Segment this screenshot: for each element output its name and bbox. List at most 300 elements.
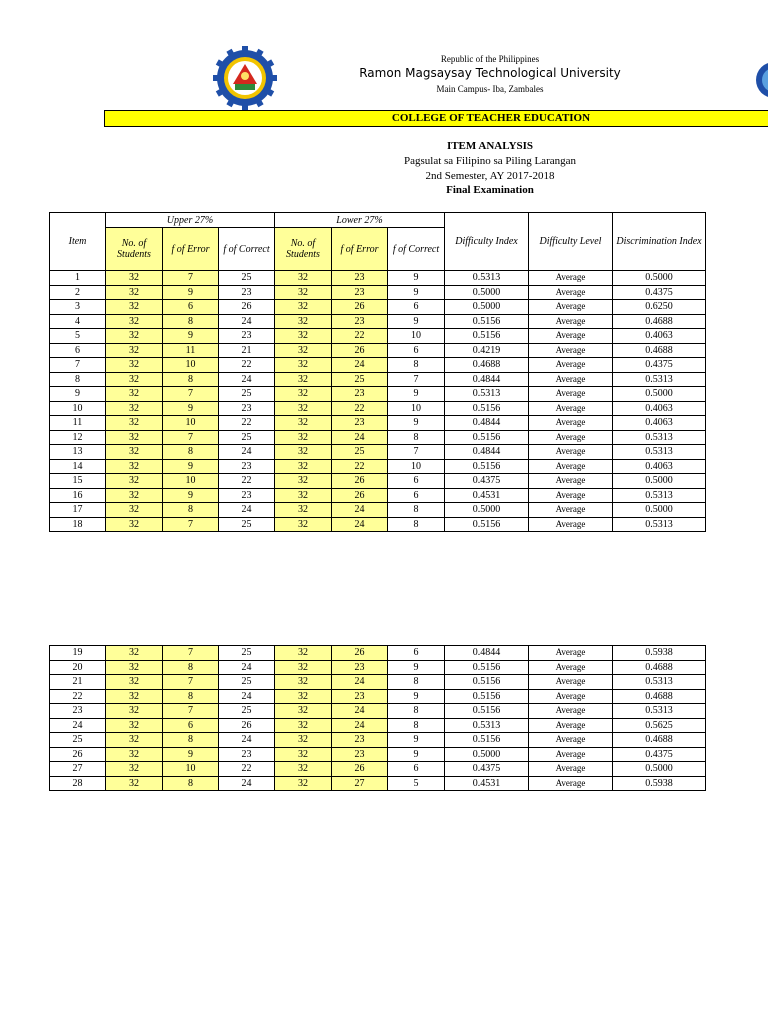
cell-item: 7 — [50, 358, 106, 373]
table-row — [50, 459, 706, 474]
cell-upper-correct: 22 — [219, 762, 275, 777]
table-body-2 — [50, 646, 706, 791]
cell-difficulty-level: Average — [529, 517, 613, 532]
cell-upper-students: 32 — [106, 387, 163, 402]
cell-upper-error: 8 — [163, 733, 219, 748]
table-row — [50, 285, 706, 300]
table-row — [50, 747, 706, 762]
cell-upper-error: 8 — [163, 372, 219, 387]
cell-item: 27 — [50, 762, 106, 777]
cell-item: 4 — [50, 314, 106, 329]
cell-upper-students: 32 — [106, 776, 163, 791]
cell-lower-students: 32 — [275, 675, 332, 690]
table-row — [50, 300, 706, 315]
cell-difficulty-level: Average — [529, 329, 613, 344]
cell-item: 9 — [50, 387, 106, 402]
cell-upper-error: 10 — [163, 416, 219, 431]
cell-lower-error: 24 — [332, 430, 388, 445]
cell-upper-error: 10 — [163, 358, 219, 373]
cell-difficulty-index: 0.5000 — [445, 747, 529, 762]
cell-lower-error: 24 — [332, 704, 388, 719]
cell-item: 17 — [50, 503, 106, 518]
cell-upper-correct: 24 — [219, 733, 275, 748]
cell-upper-students: 32 — [106, 718, 163, 733]
cell-upper-correct: 24 — [219, 372, 275, 387]
cell-upper-correct: 23 — [219, 488, 275, 503]
cell-upper-students: 32 — [106, 329, 163, 344]
cell-difficulty-level: Average — [529, 646, 613, 661]
cell-lower-correct: 6 — [388, 300, 445, 315]
republic-line: Republic of the Philippines — [440, 54, 540, 64]
cell-difficulty-level: Average — [529, 300, 613, 315]
cell-upper-error: 9 — [163, 747, 219, 762]
cell-difficulty-index: 0.4844 — [445, 445, 529, 460]
cell-lower-error: 26 — [332, 300, 388, 315]
cell-difficulty-index: 0.5156 — [445, 459, 529, 474]
cell-upper-error: 8 — [163, 445, 219, 460]
cell-difficulty-level: Average — [529, 445, 613, 460]
cell-lower-correct: 6 — [388, 343, 445, 358]
cell-upper-error: 9 — [163, 488, 219, 503]
cell-lower-students: 32 — [275, 718, 332, 733]
cell-discrimination-index: 0.4063 — [613, 459, 706, 474]
cell-lower-students: 32 — [275, 314, 332, 329]
table-row — [50, 517, 706, 532]
cell-upper-error: 10 — [163, 474, 219, 489]
col-item: Item — [50, 213, 106, 271]
cell-lower-error: 24 — [332, 503, 388, 518]
cell-difficulty-index: 0.5156 — [445, 660, 529, 675]
table-row — [50, 733, 706, 748]
cell-difficulty-level: Average — [529, 358, 613, 373]
cell-upper-students: 32 — [106, 430, 163, 445]
cell-lower-correct: 9 — [388, 416, 445, 431]
cell-difficulty-level: Average — [529, 416, 613, 431]
cell-lower-correct: 6 — [388, 488, 445, 503]
cell-difficulty-level: Average — [529, 474, 613, 489]
semester-line: 2nd Semester, AY 2017-2018 — [425, 170, 555, 182]
cell-lower-students: 32 — [275, 372, 332, 387]
cell-difficulty-index: 0.5156 — [445, 430, 529, 445]
cell-lower-students: 32 — [275, 704, 332, 719]
cell-lower-students: 32 — [275, 503, 332, 518]
cell-lower-error: 26 — [332, 488, 388, 503]
cell-upper-students: 32 — [106, 300, 163, 315]
cell-difficulty-level: Average — [529, 503, 613, 518]
cell-lower-error: 25 — [332, 445, 388, 460]
cell-item: 18 — [50, 517, 106, 532]
cell-item: 12 — [50, 430, 106, 445]
cell-lower-error: 23 — [332, 733, 388, 748]
cell-difficulty-level: Average — [529, 776, 613, 791]
cell-lower-correct: 10 — [388, 329, 445, 344]
cell-lower-correct: 9 — [388, 387, 445, 402]
cell-discrimination-index: 0.5625 — [613, 718, 706, 733]
cell-lower-students: 32 — [275, 733, 332, 748]
cell-difficulty-index: 0.5156 — [445, 689, 529, 704]
cell-lower-students: 32 — [275, 430, 332, 445]
cell-difficulty-index: 0.4844 — [445, 372, 529, 387]
cell-item: 3 — [50, 300, 106, 315]
cell-difficulty-index: 0.4531 — [445, 488, 529, 503]
cell-lower-error: 22 — [332, 401, 388, 416]
cell-upper-correct: 23 — [219, 329, 275, 344]
cell-difficulty-level: Average — [529, 343, 613, 358]
cell-upper-students: 32 — [106, 704, 163, 719]
cell-difficulty-index: 0.4844 — [445, 416, 529, 431]
cell-upper-students: 32 — [106, 733, 163, 748]
cell-lower-correct: 6 — [388, 474, 445, 489]
cell-lower-correct: 9 — [388, 733, 445, 748]
cell-item: 25 — [50, 733, 106, 748]
cell-lower-correct: 10 — [388, 401, 445, 416]
col-upper-group: Upper 27% — [106, 213, 275, 228]
cell-upper-correct: 25 — [219, 271, 275, 286]
cell-lower-students: 32 — [275, 488, 332, 503]
cell-lower-error: 24 — [332, 718, 388, 733]
cell-discrimination-index: 0.5313 — [613, 445, 706, 460]
cell-discrimination-index: 0.5000 — [613, 271, 706, 286]
cell-discrimination-index: 0.5000 — [613, 762, 706, 777]
cell-lower-error: 26 — [332, 474, 388, 489]
document-heading: ITEM ANALYSIS — [446, 140, 534, 152]
cell-upper-students: 32 — [106, 314, 163, 329]
cell-lower-error: 22 — [332, 329, 388, 344]
table-body-1 — [50, 271, 706, 532]
table-row — [50, 660, 706, 675]
cell-item: 22 — [50, 689, 106, 704]
cell-lower-error: 23 — [332, 271, 388, 286]
cell-item: 26 — [50, 747, 106, 762]
cell-difficulty-index: 0.5000 — [445, 285, 529, 300]
cell-upper-students: 32 — [106, 416, 163, 431]
cell-difficulty-level: Average — [529, 733, 613, 748]
cell-discrimination-index: 0.5313 — [613, 517, 706, 532]
cell-upper-correct: 24 — [219, 689, 275, 704]
cell-item: 1 — [50, 271, 106, 286]
cell-item: 20 — [50, 660, 106, 675]
cell-item: 11 — [50, 416, 106, 431]
table-row — [50, 271, 706, 286]
cell-upper-correct: 25 — [219, 675, 275, 690]
cell-lower-correct: 9 — [388, 314, 445, 329]
cell-upper-students: 32 — [106, 285, 163, 300]
cell-difficulty-level: Average — [529, 718, 613, 733]
cell-lower-error: 23 — [332, 747, 388, 762]
table-row — [50, 445, 706, 460]
cell-item: 15 — [50, 474, 106, 489]
cell-lower-students: 32 — [275, 762, 332, 777]
col-upper-correct: f of Correct — [219, 228, 275, 271]
cell-lower-correct: 8 — [388, 517, 445, 532]
university-name: Ramon Magsaysay Technological University — [359, 66, 621, 80]
cell-lower-students: 32 — [275, 445, 332, 460]
cell-difficulty-level: Average — [529, 704, 613, 719]
cell-lower-error: 26 — [332, 646, 388, 661]
cell-upper-students: 32 — [106, 517, 163, 532]
cell-difficulty-index: 0.5156 — [445, 675, 529, 690]
cell-discrimination-index: 0.5000 — [613, 503, 706, 518]
cell-lower-correct: 8 — [388, 704, 445, 719]
cell-upper-correct: 23 — [219, 401, 275, 416]
cell-lower-students: 32 — [275, 474, 332, 489]
cell-difficulty-index: 0.4219 — [445, 343, 529, 358]
cell-lower-students: 32 — [275, 285, 332, 300]
table-row — [50, 343, 706, 358]
cell-upper-correct: 23 — [219, 285, 275, 300]
cell-difficulty-index: 0.5000 — [445, 503, 529, 518]
table-row — [50, 474, 706, 489]
cell-item: 23 — [50, 704, 106, 719]
cell-upper-correct: 23 — [219, 747, 275, 762]
cell-lower-students: 32 — [275, 343, 332, 358]
cell-lower-error: 23 — [332, 285, 388, 300]
cell-upper-error: 9 — [163, 329, 219, 344]
cell-discrimination-index: 0.5313 — [613, 372, 706, 387]
cell-item: 10 — [50, 401, 106, 416]
cell-lower-students: 32 — [275, 776, 332, 791]
cell-discrimination-index: 0.6250 — [613, 300, 706, 315]
cell-discrimination-index: 0.4063 — [613, 401, 706, 416]
cell-discrimination-index: 0.4063 — [613, 329, 706, 344]
cell-lower-error: 26 — [332, 343, 388, 358]
table-row — [50, 401, 706, 416]
cell-difficulty-index: 0.4375 — [445, 762, 529, 777]
cell-upper-correct: 25 — [219, 646, 275, 661]
cell-lower-correct: 9 — [388, 689, 445, 704]
col-difficulty-index: Difficulty Index — [445, 213, 529, 271]
cell-difficulty-level: Average — [529, 762, 613, 777]
cell-difficulty-index: 0.5156 — [445, 401, 529, 416]
cell-item: 24 — [50, 718, 106, 733]
cell-discrimination-index: 0.5000 — [613, 474, 706, 489]
cell-upper-correct: 24 — [219, 503, 275, 518]
cell-upper-students: 32 — [106, 488, 163, 503]
cell-discrimination-index: 0.4375 — [613, 358, 706, 373]
item-analysis-table-continued — [49, 645, 706, 791]
cell-upper-students: 32 — [106, 372, 163, 387]
cell-difficulty-index: 0.4375 — [445, 474, 529, 489]
cell-lower-correct: 8 — [388, 358, 445, 373]
cell-upper-error: 7 — [163, 271, 219, 286]
cell-upper-correct: 25 — [219, 387, 275, 402]
cell-lower-correct: 9 — [388, 747, 445, 762]
college-banner — [104, 110, 768, 127]
cell-lower-error: 23 — [332, 689, 388, 704]
cell-upper-error: 8 — [163, 503, 219, 518]
table-row — [50, 718, 706, 733]
campus-line: Main Campus- Iba, Zambales — [436, 84, 544, 94]
cell-upper-error: 8 — [163, 660, 219, 675]
cell-lower-students: 32 — [275, 401, 332, 416]
table-row — [50, 675, 706, 690]
col-difficulty-level: Difficulty Level — [529, 213, 613, 271]
cell-lower-error: 24 — [332, 517, 388, 532]
cell-difficulty-level: Average — [529, 430, 613, 445]
table-row — [50, 689, 706, 704]
table-row — [50, 358, 706, 373]
cell-difficulty-index: 0.4531 — [445, 776, 529, 791]
cell-upper-error: 7 — [163, 387, 219, 402]
cell-upper-correct: 25 — [219, 517, 275, 532]
cell-upper-error: 11 — [163, 343, 219, 358]
cell-difficulty-level: Average — [529, 675, 613, 690]
table-row — [50, 416, 706, 431]
cell-upper-students: 32 — [106, 358, 163, 373]
cell-difficulty-index: 0.5313 — [445, 387, 529, 402]
subject-line: Pagsulat sa Filipino sa Piling Larangan — [403, 155, 576, 167]
cell-lower-students: 32 — [275, 689, 332, 704]
cell-lower-correct: 8 — [388, 430, 445, 445]
cell-item: 21 — [50, 675, 106, 690]
cell-difficulty-level: Average — [529, 459, 613, 474]
table-row — [50, 776, 706, 791]
cell-discrimination-index: 0.5938 — [613, 776, 706, 791]
cell-lower-error: 27 — [332, 776, 388, 791]
table-row — [50, 329, 706, 344]
cell-item: 5 — [50, 329, 106, 344]
cell-difficulty-index: 0.5156 — [445, 704, 529, 719]
cell-lower-correct: 9 — [388, 285, 445, 300]
cell-discrimination-index: 0.4688 — [613, 733, 706, 748]
cell-upper-error: 8 — [163, 689, 219, 704]
cell-difficulty-index: 0.4688 — [445, 358, 529, 373]
cell-lower-error: 26 — [332, 762, 388, 777]
cell-upper-students: 32 — [106, 401, 163, 416]
cell-difficulty-level: Average — [529, 285, 613, 300]
cell-lower-correct: 6 — [388, 646, 445, 661]
cell-lower-error: 23 — [332, 387, 388, 402]
cell-lower-error: 22 — [332, 459, 388, 474]
cell-upper-error: 6 — [163, 718, 219, 733]
col-lower-group: Lower 27% — [275, 213, 445, 228]
cell-lower-students: 32 — [275, 416, 332, 431]
table-row — [50, 762, 706, 777]
cell-upper-students: 32 — [106, 660, 163, 675]
cell-difficulty-index: 0.5156 — [445, 314, 529, 329]
col-lower-error: f of Error — [332, 228, 388, 271]
cell-difficulty-level: Average — [529, 660, 613, 675]
cell-lower-correct: 6 — [388, 762, 445, 777]
cell-difficulty-level: Average — [529, 689, 613, 704]
cell-lower-error: 23 — [332, 314, 388, 329]
cell-item: 16 — [50, 488, 106, 503]
cell-upper-correct: 24 — [219, 445, 275, 460]
cell-upper-correct: 21 — [219, 343, 275, 358]
cell-difficulty-index: 0.5313 — [445, 718, 529, 733]
cell-upper-correct: 22 — [219, 416, 275, 431]
cell-upper-students: 32 — [106, 747, 163, 762]
cell-discrimination-index: 0.5938 — [613, 646, 706, 661]
cell-upper-students: 32 — [106, 474, 163, 489]
cell-upper-students: 32 — [106, 503, 163, 518]
cell-lower-students: 32 — [275, 747, 332, 762]
cell-lower-correct: 5 — [388, 776, 445, 791]
cell-upper-error: 8 — [163, 314, 219, 329]
cell-upper-correct: 26 — [219, 718, 275, 733]
table-row — [50, 704, 706, 719]
cell-discrimination-index: 0.4375 — [613, 747, 706, 762]
cell-lower-students: 32 — [275, 271, 332, 286]
cell-upper-students: 32 — [106, 689, 163, 704]
cell-lower-students: 32 — [275, 329, 332, 344]
cell-upper-error: 6 — [163, 300, 219, 315]
cell-item: 2 — [50, 285, 106, 300]
cell-difficulty-level: Average — [529, 314, 613, 329]
cell-lower-error: 23 — [332, 660, 388, 675]
cell-discrimination-index: 0.5313 — [613, 430, 706, 445]
cell-upper-students: 32 — [106, 675, 163, 690]
cell-upper-correct: 25 — [219, 430, 275, 445]
col-lower-correct: f of Correct — [388, 228, 445, 271]
cell-upper-correct: 24 — [219, 776, 275, 791]
cell-lower-students: 32 — [275, 517, 332, 532]
cell-lower-correct: 9 — [388, 660, 445, 675]
cell-item: 6 — [50, 343, 106, 358]
cell-discrimination-index: 0.5313 — [613, 675, 706, 690]
col-discrimination-index: Discrimination Index — [613, 213, 706, 271]
cell-lower-students: 32 — [275, 646, 332, 661]
item-analysis-table — [49, 212, 706, 532]
cell-upper-correct: 26 — [219, 300, 275, 315]
cell-lower-students: 32 — [275, 358, 332, 373]
cell-upper-error: 7 — [163, 430, 219, 445]
col-upper-error: f of Error — [163, 228, 219, 271]
cell-lower-correct: 8 — [388, 675, 445, 690]
cell-upper-error: 7 — [163, 517, 219, 532]
cell-discrimination-index: 0.4688 — [613, 314, 706, 329]
cell-lower-error: 23 — [332, 416, 388, 431]
table-row — [50, 314, 706, 329]
cell-difficulty-index: 0.4844 — [445, 646, 529, 661]
cell-item: 14 — [50, 459, 106, 474]
cell-upper-error: 7 — [163, 646, 219, 661]
cell-lower-correct: 8 — [388, 718, 445, 733]
cell-upper-error: 9 — [163, 401, 219, 416]
cell-upper-students: 32 — [106, 762, 163, 777]
cell-discrimination-index: 0.4688 — [613, 660, 706, 675]
cell-lower-correct: 7 — [388, 445, 445, 460]
cell-discrimination-index: 0.5313 — [613, 704, 706, 719]
col-upper-students: No. of Students — [106, 228, 163, 271]
cell-upper-students: 32 — [106, 271, 163, 286]
cell-upper-correct: 24 — [219, 314, 275, 329]
cell-discrimination-index: 0.4063 — [613, 416, 706, 431]
cell-upper-error: 7 — [163, 675, 219, 690]
cell-upper-error: 8 — [163, 776, 219, 791]
col-lower-students: No. of Students — [275, 228, 332, 271]
cell-upper-students: 32 — [106, 459, 163, 474]
cell-lower-correct: 8 — [388, 503, 445, 518]
cell-item: 8 — [50, 372, 106, 387]
cell-lower-students: 32 — [275, 300, 332, 315]
table-row — [50, 387, 706, 402]
cell-upper-error: 7 — [163, 704, 219, 719]
cell-lower-correct: 7 — [388, 372, 445, 387]
cell-upper-error: 9 — [163, 285, 219, 300]
cell-discrimination-index: 0.4688 — [613, 343, 706, 358]
cell-discrimination-index: 0.5313 — [613, 488, 706, 503]
cell-difficulty-index: 0.5156 — [445, 517, 529, 532]
cell-difficulty-index: 0.5000 — [445, 300, 529, 315]
table-row — [50, 430, 706, 445]
cell-lower-error: 24 — [332, 358, 388, 373]
cell-difficulty-index: 0.5313 — [445, 271, 529, 286]
cell-difficulty-level: Average — [529, 401, 613, 416]
cell-item: 28 — [50, 776, 106, 791]
cell-lower-correct: 9 — [388, 271, 445, 286]
college-name: COLLEGE OF TEACHER EDUCATION — [391, 112, 591, 124]
